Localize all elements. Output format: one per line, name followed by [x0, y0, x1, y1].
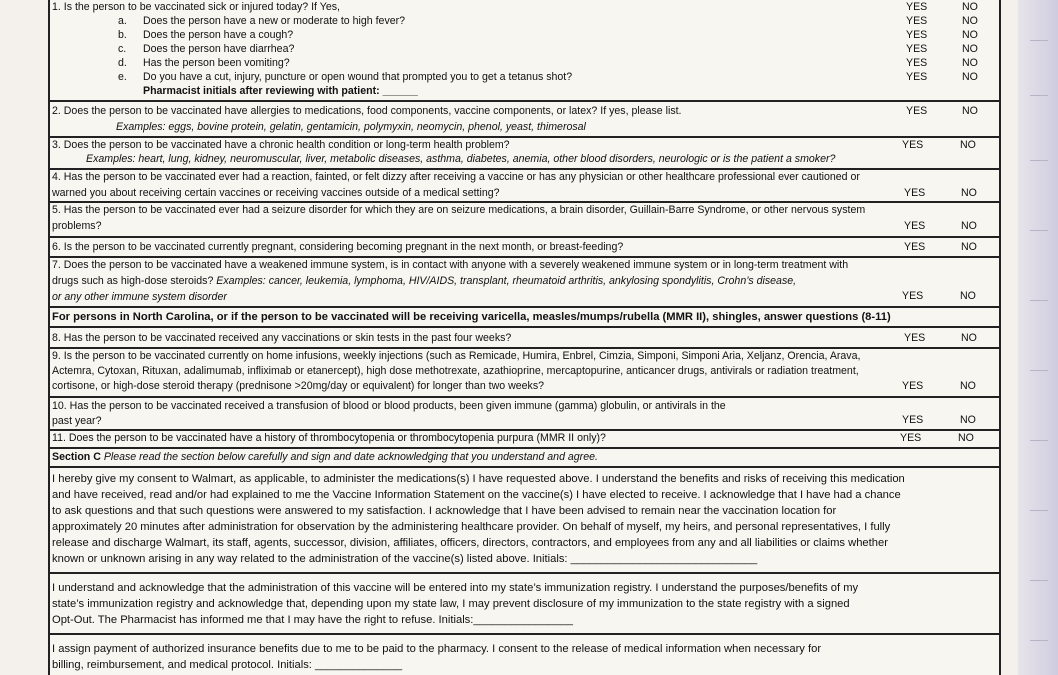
question-8: 8. Has the person to be vaccinated received any vaccinations or skin tests in the past four weeks? — [52, 332, 512, 344]
question-2: 2. Does the person to be vaccinated have allergies to medications, food components, vaccine components, or latex? If yes, please list. — [52, 105, 682, 117]
q1c-yes[interactable]: YES — [906, 43, 928, 55]
consent-line-2: and have received, read and/or had explained to me the Vaccine Information Statement on the vaccine(s) I have elected to receive. I acknowledge that I have had a chance — [52, 489, 901, 501]
divider — [48, 256, 1000, 258]
q1-letter-e: e. — [118, 71, 127, 83]
q7-examples: Examples: cancer, leukemia, lymphoma, HIV/AIDS, transplant, rheumatoid arthritis, ankylosing spondylitis, Crohn’s disease, — [216, 275, 797, 287]
section-c-label: Section C — [52, 451, 104, 463]
divider — [48, 100, 1000, 102]
insurance-initials[interactable]: billing, reimbursement, and medical protocol. Initials: ______________ — [52, 659, 403, 671]
question-5-line1: 5. Has the person to be vaccinated ever had a seizure disorder for which they are on seizure medications, a brain disorder, Guillain-Barre Syndrome, or other nervous system — [52, 204, 866, 216]
q1-no[interactable]: NO — [962, 1, 978, 13]
question-9-line1: 9. Is the person to be vaccinated currently on home infusions, weekly injections (such as Remicade, Humira, Enbrel, Cimzia, Simponi, Simponi Aria, Xeljanz, Orencia, Arava, — [52, 350, 861, 362]
q3-examples: Examples: heart, lung, kidney, neuromuscular, liver, metabolic diseases, asthma, diabetes, anemia, other blood disorders, neurologic or is the patient a smoker? — [86, 153, 836, 165]
q3-yes[interactable]: YES — [902, 139, 924, 151]
divider — [48, 326, 1000, 328]
q1a-yes[interactable]: YES — [906, 15, 928, 27]
q1-letter-c: c. — [118, 43, 127, 55]
registry-line-2: state’s immunization registry and acknowledge that, depending upon my state law, I may prevent disclosure of my immunization to the state registry with a signed — [52, 598, 850, 610]
q10-yes[interactable]: YES — [902, 414, 924, 426]
divider — [48, 168, 1000, 170]
q1d-no[interactable]: NO — [962, 57, 978, 69]
q1-sub-e: Do you have a cut, injury, puncture or open wound that prompted you to get a tetanus shot? — [143, 71, 573, 83]
q8-no[interactable]: NO — [961, 332, 977, 344]
divider — [48, 306, 1000, 308]
q1b-no[interactable]: NO — [962, 29, 978, 41]
q1a-no[interactable]: NO — [962, 15, 978, 27]
q3-no[interactable]: NO — [960, 139, 976, 151]
nc-section-header: For persons in North Carolina, or if the person to be vaccinated will be receiving varicella, measles/mumps/rubella (MMR II), shingles, answer questions (8-11) — [52, 311, 891, 323]
q9-no[interactable]: NO — [960, 380, 976, 392]
q5-no[interactable]: NO — [961, 220, 977, 232]
q1-sub-b: Does the person have a cough? — [143, 29, 294, 41]
q7-no[interactable]: NO — [960, 290, 976, 302]
q1-sub-c: Does the person have diarrhea? — [143, 43, 295, 55]
question-7-line2-text: drugs such as high-dose steroids? — [52, 275, 217, 287]
q8-yes[interactable]: YES — [904, 332, 926, 344]
consent-initials[interactable]: known or unknown arising in any way related to the administration of the vaccine(s) listed above. Initials: ______________________________ — [52, 553, 758, 565]
q10-no[interactable]: NO — [960, 414, 976, 426]
q6-yes[interactable]: YES — [904, 241, 926, 253]
q1-yes[interactable]: YES — [906, 1, 928, 13]
divider — [48, 466, 1000, 468]
frame-left — [48, 0, 50, 675]
question-4-line1: 4. Has the person to be vaccinated ever had a reaction, fainted, or felt dizzy after receiving a vaccine or has any physician or other healthcare professional ever cautioned or — [52, 171, 860, 183]
q7-yes[interactable]: YES — [902, 290, 924, 302]
registry-initials[interactable]: Opt-Out. The Pharmacist has informed me that I may have the right to refuse. Initials:________________ — [52, 614, 573, 626]
q2-yes[interactable]: YES — [906, 105, 928, 117]
insurance-line-1: I assign payment of authorized insurance benefits due to me to be paid to the pharmacy. I consent to the release of medical information when necessary for — [52, 643, 822, 655]
divider — [48, 396, 1000, 398]
q11-yes[interactable]: YES — [900, 432, 922, 444]
q1-letter-b: b. — [118, 29, 127, 41]
consent-line-5: release and discharge Walmart, its staff, agents, successor, division, affiliates, officers, directors, contractors, and employees from any and all liabilities or claims whether — [52, 537, 888, 549]
question-6: 6. Is the person to be vaccinated currently pregnant, considering becoming pregnant in the next month, or breast-feeding? — [52, 241, 624, 253]
question-7-line3: or any other immune system disorder — [52, 291, 227, 303]
question-1: 1. Is the person to be vaccinated sick or injured today? If Yes, — [52, 1, 340, 13]
divider — [48, 236, 1000, 238]
question-10-line2: past year? — [52, 415, 102, 427]
q1b-yes[interactable]: YES — [906, 29, 928, 41]
consent-line-4: approximately 20 minutes after administration for observation by the administering healthcare provider. On behalf of myself, my heirs, and personal representatives, I fully — [52, 521, 891, 533]
section-c-text: Please read the section below carefully and sign and date acknowledging that you understand and agree. — [103, 451, 598, 463]
divider — [48, 572, 1000, 574]
frame-right — [999, 0, 1001, 675]
question-9-line3: cortisone, or high-dose steroid therapy (prednisone >20mg/day or equivalent) for longer than two weeks? — [52, 380, 545, 392]
registry-line-1: I understand and acknowledge that the administration of this vaccine will be entered into my state’s immunization registry. I understand the purposes/benefits of my — [52, 582, 859, 594]
q1-sub-d: Has the person been vomiting? — [143, 57, 290, 69]
q1e-yes[interactable]: YES — [906, 71, 928, 83]
q4-no[interactable]: NO — [961, 187, 977, 199]
q6-no[interactable]: NO — [961, 241, 977, 253]
q5-yes[interactable]: YES — [904, 220, 926, 232]
q1-sub-a: Does the person have a new or moderate to high fever? — [143, 15, 406, 27]
q1e-no[interactable]: NO — [962, 71, 978, 83]
question-9-line2: Actemra, Cytoxan, Rituxan, adalimumab, infliximab or etanercept), high dose methotrexate, azathioprine, mercaptopurine, anticancer drugs, antivirals or radiation treatment, — [52, 365, 859, 377]
question-3: 3. Does the person to be vaccinated have a chronic health condition or long-term health problem? — [52, 139, 510, 151]
q2-no[interactable]: NO — [962, 105, 978, 117]
q1-letter-a: a. — [118, 15, 127, 27]
question-11: 11. Does the person to be vaccinated have a history of thrombocytopenia or thrombocytopenia purpura (MMR II only)? — [52, 432, 606, 444]
q2-examples: Examples: eggs, bovine protein, gelatin, gentamicin, polymyxin, neomycin, phenol, yeast, thimerosal — [116, 121, 586, 133]
divider — [48, 447, 1000, 449]
question-5-line2: problems? — [52, 220, 102, 232]
question-7-line1: 7. Does the person to be vaccinated have a weakened immune system, is in contact with anyone with a severely weakened immune system or in long-term treatment with — [52, 259, 849, 271]
q1c-no[interactable]: NO — [962, 43, 978, 55]
divider — [48, 136, 1000, 138]
question-7-line2 — [52, 275, 796, 287]
consent-line-3: to ask questions and that such questions were answered to my satisfaction. I acknowledge that I have been advised to remain near the vaccination location for — [52, 505, 837, 517]
q1-letter-d: d. — [118, 57, 127, 69]
q9-yes[interactable]: YES — [902, 380, 924, 392]
divider — [48, 633, 1000, 635]
consent-line-1: I hereby give my consent to Walmart, as applicable, to administer the medications(s) I have requested above. I understand the benefits and risks of receiving this medication — [52, 473, 905, 485]
question-4-line2: warned you about receiving certain vaccines or receiving vaccines outside of a medical setting? — [52, 187, 500, 199]
q1d-yes[interactable]: YES — [906, 57, 928, 69]
section-c-instruction — [52, 451, 598, 463]
divider — [48, 201, 1000, 203]
question-10-line1: 10. Has the person to be vaccinated received a transfusion of blood or blood products, been given immune (gamma) globulin, or antivirals in the — [52, 400, 726, 412]
divider — [48, 347, 1000, 349]
q4-yes[interactable]: YES — [904, 187, 926, 199]
pharmacist-initials[interactable]: Pharmacist initials after reviewing with patient: ______ — [143, 85, 418, 97]
page-edge — [1018, 0, 1058, 675]
q11-no[interactable]: NO — [958, 432, 974, 444]
divider — [48, 429, 1000, 431]
